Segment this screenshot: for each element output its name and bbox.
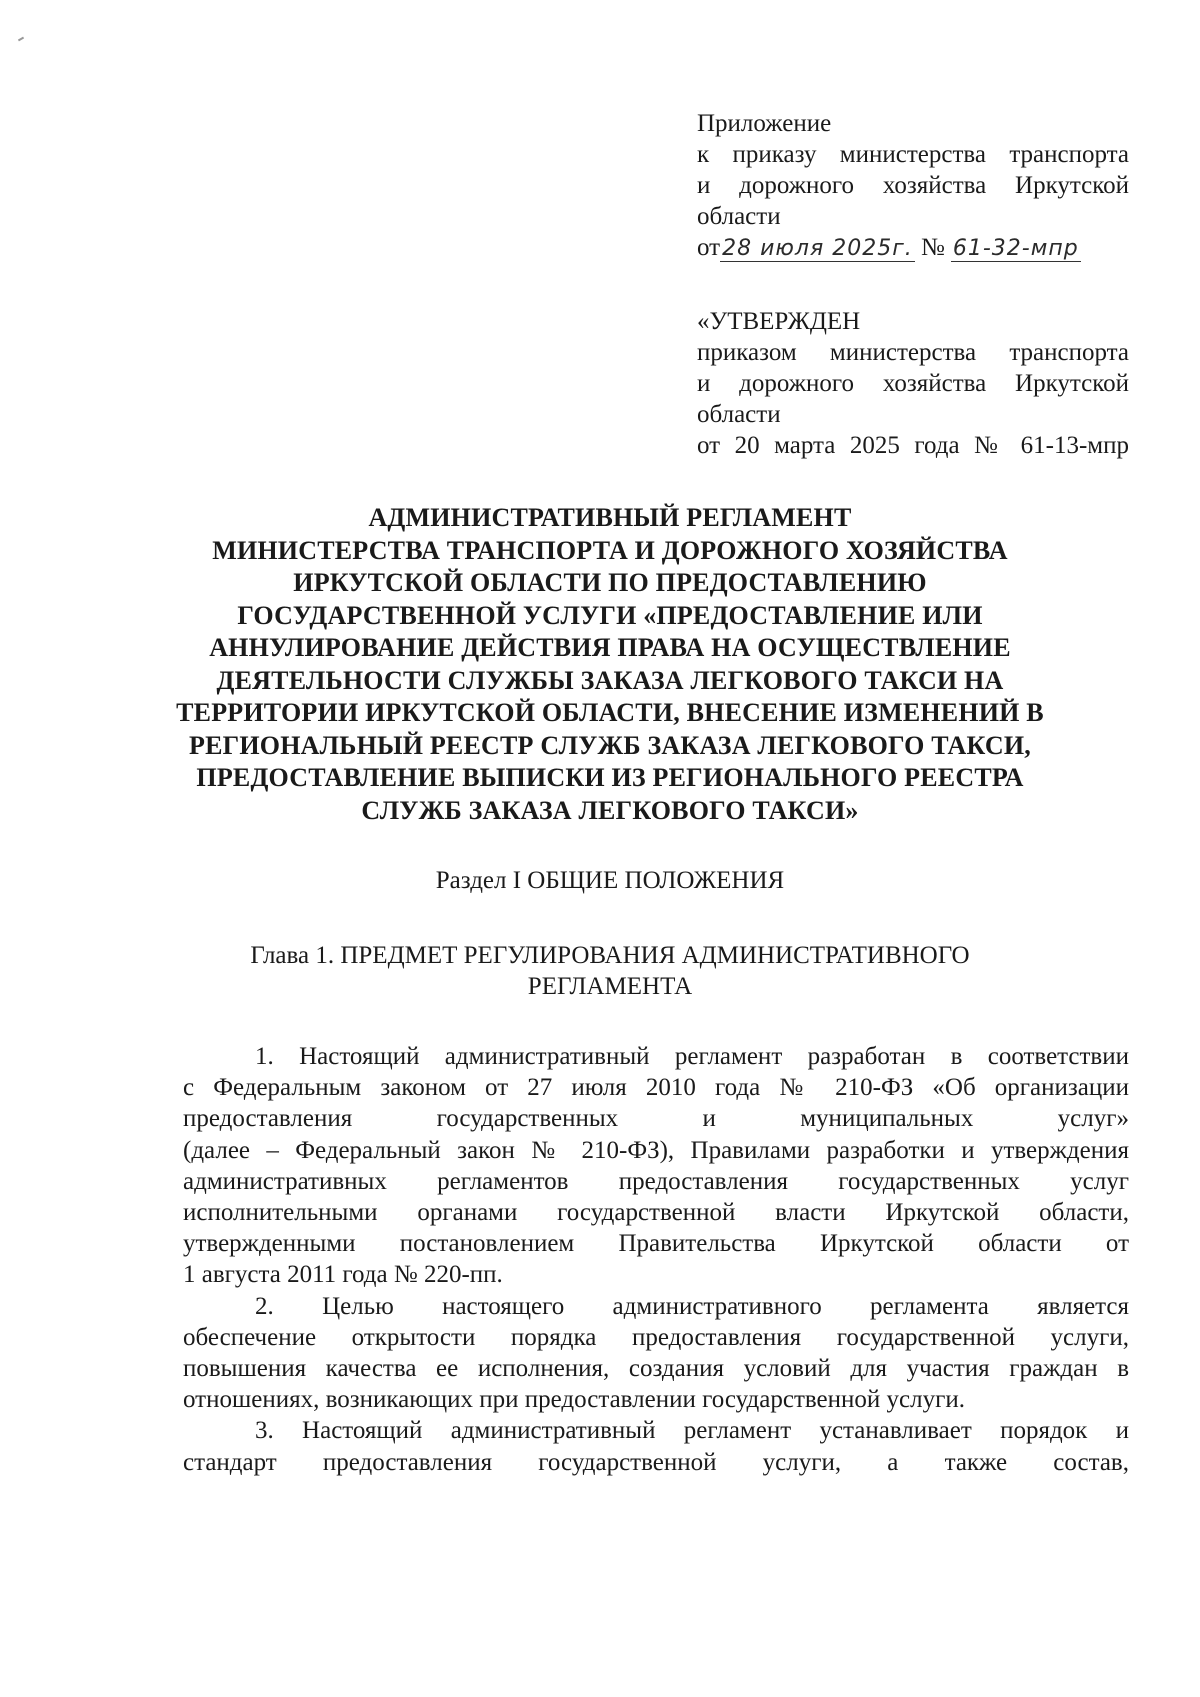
approved-line: области (697, 401, 781, 428)
annex-date-prefix: от (697, 234, 721, 261)
scan-mark (18, 37, 24, 42)
document-title (150, 502, 1070, 827)
paragraph-line: 2. Целью настоящего административного регламента является (255, 1292, 1129, 1320)
section-heading: Раздел I ОБЩИЕ ПОЛОЖЕНИЯ (435, 867, 785, 894)
body-text (183, 1041, 1129, 1478)
paragraph-line: 1 августа 2011 года № 220-пп. (183, 1261, 503, 1289)
paragraph-line: исполнительными органами государственной власти Иркутской области, (183, 1199, 1129, 1227)
title-line: АДМИНИСТРАТИВНЫЙ РЕГЛАМЕНТ (368, 503, 852, 532)
annex-line: к приказу министерства транспорта (697, 141, 1129, 168)
approved-line: «УТВЕРЖДЕН (697, 308, 861, 335)
approved-line: приказом министерства транспорта (697, 339, 1129, 366)
annex-date-line (697, 232, 1129, 263)
annex-number-sign: № (921, 234, 945, 261)
annex-line: области (697, 203, 781, 230)
approved-line: и дорожного хозяйства Иркутской (697, 370, 1129, 397)
chapter-line: РЕГЛАМЕНТА (527, 973, 693, 1000)
paragraph-line: административных регламентов предоставления государственных услуг (183, 1167, 1129, 1195)
title-line: РЕГИОНАЛЬНЫЙ РЕЕСТР СЛУЖБ ЗАКАЗА ЛЕГКОВОГО ТАКСИ, (189, 730, 1031, 760)
handwritten-date: 28 июля 2025г. (722, 236, 913, 261)
annex-block (697, 108, 1129, 263)
annex-line: и дорожного хозяйства Иркутской (697, 172, 1129, 199)
title-line: ПРЕДОСТАВЛЕНИЕ ВЫПИСКИ ИЗ РЕГИОНАЛЬНОГО РЕЕСТРА (196, 763, 1024, 792)
paragraph-line: утвержденными постановлением Правительства Иркутской области от (183, 1230, 1129, 1258)
annex-line: Приложение (697, 110, 832, 137)
paragraph-line: повышения качества ее исполнения, создания условий для участия граждан в (183, 1355, 1129, 1383)
paragraph-line: 1. Настоящий административный регламент разработан в соответствии (255, 1043, 1129, 1070)
paragraph-line: (далее – Федеральный закон № 210-ФЗ), Правилами разработки и утверждения (183, 1136, 1129, 1164)
title-line: ГОСУДАРСТВЕННОЙ УСЛУГИ «ПРЕДОСТАВЛЕНИЕ ИЛИ (237, 600, 983, 630)
paragraph-line: предоставления государственных и муниципальных услуг» (183, 1105, 1129, 1133)
approved-line: от 20 марта 2025 года № 61-13-мпр (697, 432, 1129, 459)
paragraph-line: стандарт предоставления государственной услуги, а также состав, (183, 1448, 1129, 1476)
paragraph-line: отношениях, возникающих при предоставлении государственной услуги. (183, 1386, 965, 1414)
chapter-line: Глава 1. ПРЕДМЕТ РЕГУЛИРОВАНИЯ АДМИНИСТРАТИВНОГО (250, 942, 970, 969)
title-line: ИРКУТСКОЙ ОБЛАСТИ ПО ПРЕДОСТАВЛЕНИЮ (293, 568, 927, 597)
paragraph-line: с Федеральным законом от 27 июля 2010 года № 210-ФЗ «Об организации (183, 1074, 1129, 1102)
paragraph-line: 3. Настоящий административный регламент устанавливает порядок и (255, 1417, 1129, 1445)
approved-block (697, 306, 1129, 461)
title-line: СЛУЖБ ЗАКАЗА ЛЕГКОВОГО ТАКСИ» (361, 795, 859, 825)
title-line: ДЕЯТЕЛЬНОСТИ СЛУЖБЫ ЗАКАЗА ЛЕГКОВОГО ТАКСИ НА (216, 665, 1004, 695)
chapter-heading (150, 940, 1070, 1002)
handwritten-number: 61-32-мпр (952, 236, 1079, 261)
paragraph-line: обеспечение открытости порядка предоставления государственной услуги, (183, 1323, 1129, 1351)
title-line: АННУЛИРОВАНИЕ ДЕЙСТВИЯ ПРАВА НА ОСУЩЕСТВЛЕНИЕ (209, 633, 1011, 662)
title-line: МИНИСТЕРСТВА ТРАНСПОРТА И ДОРОЖНОГО ХОЗЯЙСТВА (212, 535, 1008, 565)
title-line: ТЕРРИТОРИИ ИРКУТСКОЙ ОБЛАСТИ, ВНЕСЕНИЕ ИЗМЕНЕНИЙ В (176, 698, 1044, 727)
